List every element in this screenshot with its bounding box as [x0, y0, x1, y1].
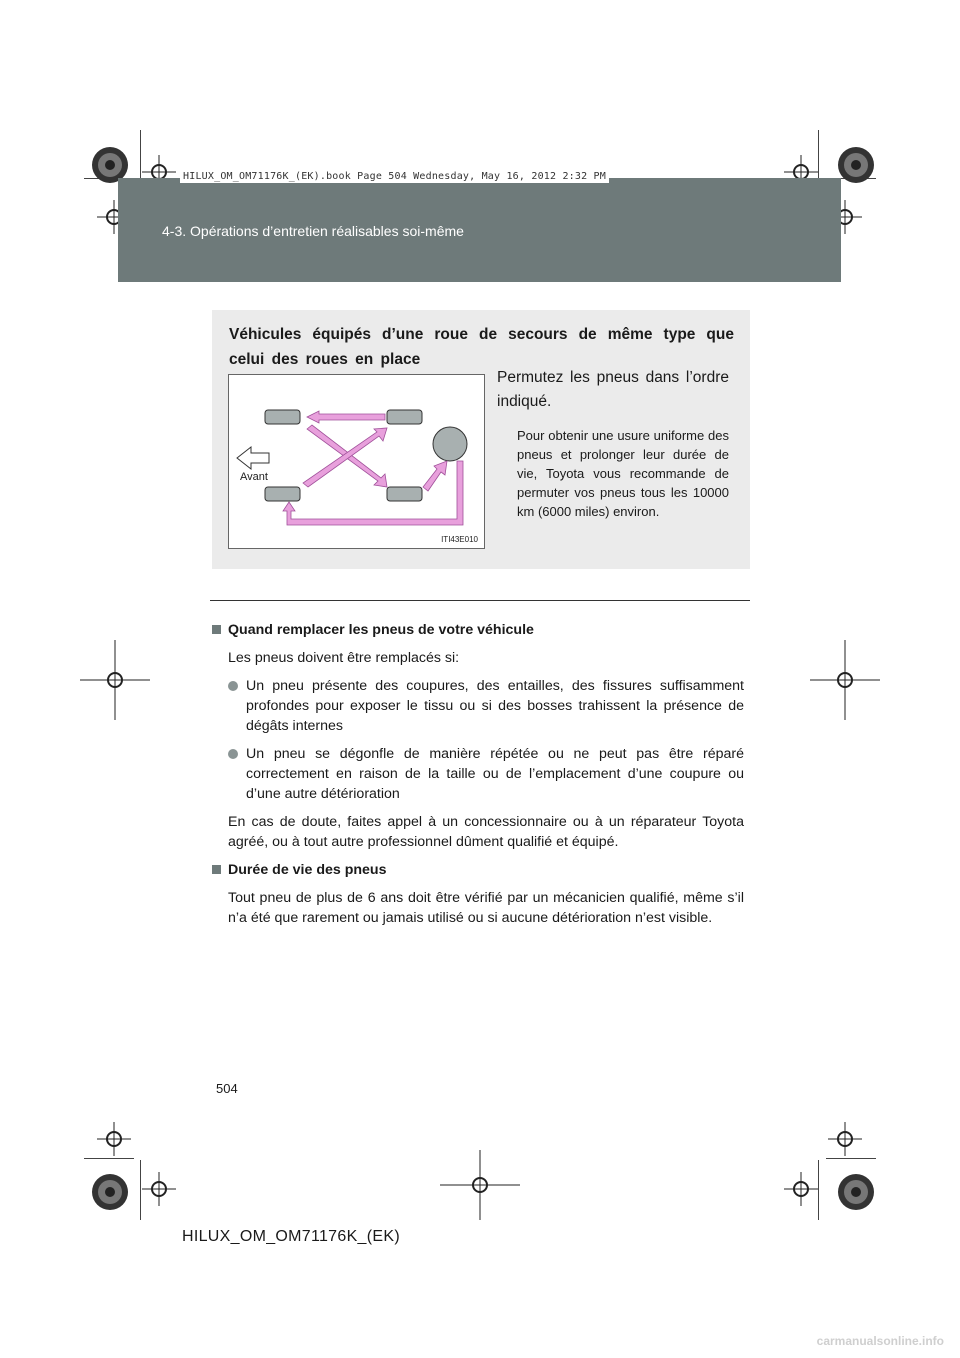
tire-rotation-diagram: [229, 375, 484, 548]
section-heading: [210, 620, 744, 640]
watermark: carmanualsonline.info: [816, 1334, 944, 1348]
front-label: Avant: [240, 471, 268, 483]
main-content: [210, 620, 744, 936]
spare-tire: [433, 427, 467, 461]
square-bullet-icon: [212, 625, 221, 634]
divider: [210, 600, 750, 601]
note-title: Véhicules équipés d’une roue de secours de même type que celui des roues en place: [229, 326, 734, 368]
rotation-arrow-icon: [423, 461, 447, 491]
crop-mark: [84, 1158, 134, 1159]
list-item: [210, 676, 744, 736]
note-sub-text: Pour obtenir une usure uniforme des pneus et prolonger leur durée de vie, Toyota vous recommande de permuter vos pneus tous les 10000 km (6000 miles) environ.: [517, 428, 729, 519]
registration-mark-icon: [90, 1172, 130, 1212]
tire-rear-left: [265, 487, 300, 501]
note-main-text: Permutez les pneus dans l’ordre indiqué.: [497, 369, 729, 410]
front-arrow-icon: [237, 447, 269, 469]
page-number: 504: [216, 1081, 238, 1096]
tire-rear-right: [387, 487, 422, 501]
paragraph: Tout pneu de plus de 6 ans doit être vérifié par un mécanicien qualifié, même s’il n’a été que rarement ou jamais utilisé ou si aucune détérioration n’est visible.: [228, 890, 744, 926]
round-bullet-icon: [228, 681, 238, 691]
crosshair-mark-icon: [142, 1172, 176, 1206]
document-code: HILUX_OM_OM71176K_(EK): [182, 1228, 400, 1245]
crosshair-mark-icon: [784, 1172, 818, 1206]
round-bullet-icon: [228, 749, 238, 759]
section-heading-text: Durée de vie des pneus: [228, 862, 387, 878]
section-heading: [210, 860, 744, 880]
crop-mark: [818, 1160, 819, 1220]
crosshair-mark-icon: [810, 640, 880, 720]
section-heading-text: Quand remplacer les pneus de votre véhicule: [228, 622, 534, 638]
crosshair-mark-icon: [80, 640, 150, 720]
list-item: [210, 744, 744, 804]
registration-mark-icon: [836, 145, 876, 185]
rotation-arrow-icon: [307, 411, 385, 423]
tire-rotation-figure: [228, 374, 485, 549]
list-item-text: Un pneu présente des coupures, des entailles, des fissures suffisamment profondes pour exposer le tissu ou si des bosses trahissent la présence de dégâts internes: [246, 678, 744, 734]
square-bullet-icon: [212, 865, 221, 874]
tire-front-right: [387, 410, 422, 424]
section-header: [118, 178, 841, 282]
crosshair-mark-icon: [97, 1122, 131, 1156]
section-title: 4-3. Opérations d’entretien réalisables soi-même: [162, 223, 464, 239]
tire-front-left: [265, 410, 300, 424]
print-stamp: HILUX_OM_OM71176K_(EK).book Page 504 Wednesday, May 16, 2012 2:32 PM: [180, 170, 609, 183]
paragraph: En cas de doute, faites appel à un concessionnaire ou à un réparateur Toyota agréé, ou à tout autre professionnel dûment qualifié et équipé.: [228, 814, 744, 850]
crop-mark: [140, 1160, 141, 1220]
note-box: [212, 310, 750, 569]
registration-mark-icon: [836, 1172, 876, 1212]
figure-code: ITI43E010: [441, 535, 478, 544]
paragraph: Les pneus doivent être remplacés si:: [228, 650, 460, 666]
crop-mark: [826, 1158, 876, 1159]
list-item-text: Un pneu se dégonfle de manière répétée ou ne peut pas être réparé correctement en raison de la taille ou de l’emplacement d’une coupure ou d’une autre détérioration: [246, 746, 744, 802]
crosshair-mark-icon: [828, 1122, 862, 1156]
crosshair-mark-icon: [440, 1150, 520, 1220]
